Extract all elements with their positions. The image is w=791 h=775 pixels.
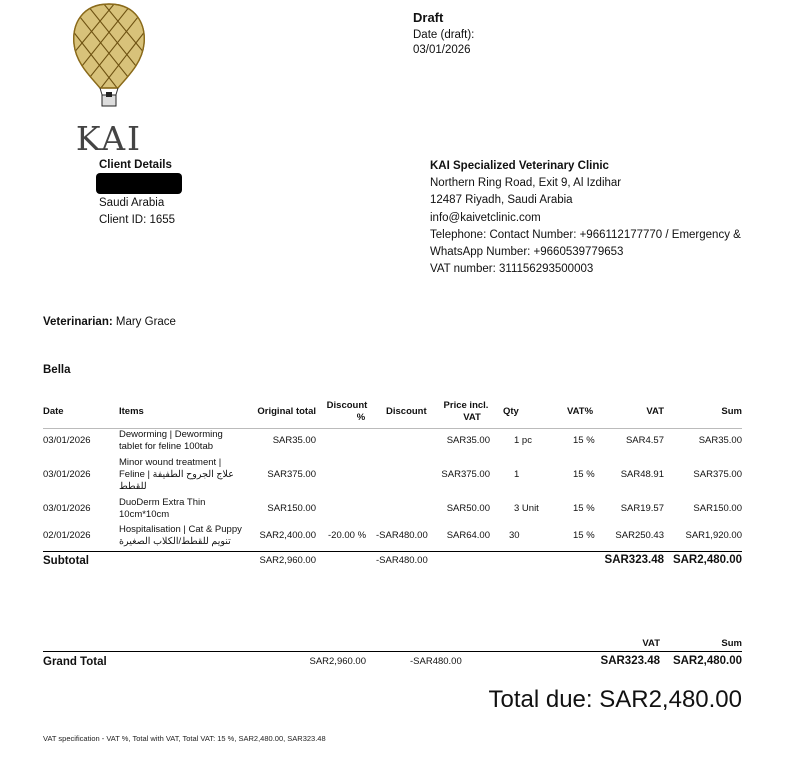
total-due: Total due: SAR2,480.00 — [488, 686, 742, 713]
row4-item-line1: Hospitalisation | Cat & Puppy — [119, 524, 242, 535]
row4-price: SAR64.00 — [446, 530, 490, 541]
row2-vat: SAR48.91 — [620, 469, 664, 480]
col-price-incl-vat — [436, 400, 496, 424]
col-discount: Discount — [386, 406, 427, 417]
veterinarian-name: Mary Grace — [115, 316, 176, 328]
clinic-phone: Telephone: Contact Number: +966112177770 / Emergency & WhatsApp Number: +9660539779653 — [430, 228, 741, 259]
vat-specification: VAT specification - VAT %, Total with VAT, Total VAT: 15 %, SAR2,480.00, SAR323.48 — [43, 734, 326, 743]
row3-original: SAR150.00 — [267, 503, 316, 514]
clinic-email[interactable]: info@kaivetclinic.com — [430, 211, 541, 224]
grand-total-divider — [43, 651, 742, 652]
veterinarian-line — [43, 316, 176, 328]
subtotal-divider — [43, 551, 742, 552]
clinic-vat-number: VAT number: 311156293500003 — [430, 263, 594, 276]
row1-item-line1: Deworming | Deworming — [119, 429, 223, 440]
document-status: Draft — [413, 10, 444, 25]
grand-sum: SAR2,480.00 — [672, 655, 742, 667]
row1-original: SAR35.00 — [272, 435, 316, 446]
client-details-title: Client Details — [99, 159, 172, 171]
col-date: Date — [43, 406, 64, 417]
row4-vat: SAR250.43 — [615, 530, 664, 541]
col-original-total: Original total — [257, 406, 316, 417]
row1-sum: SAR35.00 — [698, 435, 742, 446]
col-discount-pct-line1: Discount — [326, 400, 368, 411]
document-date: 03/01/2026 — [413, 44, 471, 56]
grand-total-label: Grand Total — [43, 656, 107, 668]
subtotal-label: Subtotal — [43, 555, 89, 567]
client-country: Saudi Arabia — [99, 197, 165, 209]
row4-qty: 30 — [509, 530, 520, 541]
row3-vat-pct: 15 % — [573, 503, 595, 514]
grand-vat: SAR323.48 — [600, 655, 660, 667]
subtotal-discount: -SAR480.00 — [376, 555, 428, 566]
subtotal-original: SAR2,960.00 — [259, 555, 316, 566]
veterinarian-label: Veterinarian: — [43, 316, 113, 328]
row2-vat-pct: 15 % — [573, 469, 595, 480]
row3-sum: SAR150.00 — [693, 503, 742, 514]
row2-item — [119, 457, 255, 493]
grand-original: SAR2,960.00 — [309, 656, 366, 667]
col-items: Items — [119, 406, 144, 417]
col-discount-pct — [320, 400, 374, 424]
logo-text: KAI — [75, 119, 143, 154]
col-price-line1: Price incl. — [443, 400, 489, 411]
grand-vat-header: VAT — [642, 638, 660, 649]
row3-date: 03/01/2026 — [43, 503, 91, 514]
subtotal-sum: SAR2,480.00 — [672, 554, 742, 566]
row1-qty: 1 pc — [514, 435, 532, 446]
row4-original: SAR2,400.00 — [259, 530, 316, 541]
row1-price: SAR35.00 — [446, 435, 490, 446]
client-name-redaction — [96, 173, 182, 194]
row3-item-line2: 10cm*10cm — [119, 509, 170, 520]
clinic-logo — [68, 2, 150, 154]
row2-date: 03/01/2026 — [43, 469, 91, 480]
row4-item — [119, 524, 259, 548]
hot-air-balloon-icon — [68, 2, 150, 154]
row4-discount: -SAR480.00 — [376, 530, 428, 541]
row2-item-line2: Feline | علاج الجروح الطفيفة — [119, 469, 234, 480]
col-vat-pct: VAT% — [567, 406, 594, 417]
row4-sum: SAR1,920.00 — [685, 530, 742, 541]
client-id: Client ID: 1655 — [99, 214, 176, 226]
row2-original: SAR375.00 — [267, 469, 316, 480]
row1-vat-pct: 15 % — [573, 435, 595, 446]
clinic-details — [430, 158, 770, 278]
row4-vat-pct: 15 % — [573, 530, 595, 541]
row2-item-line3: للقطط — [119, 481, 147, 492]
row2-price: SAR375.00 — [441, 469, 490, 480]
col-sum: Sum — [721, 406, 742, 417]
row1-vat: SAR4.57 — [625, 435, 664, 446]
row3-item-line1: DuoDerm Extra Thin — [119, 497, 206, 508]
row4-item-line2: تنويم للقطط/الكلاب الصغيرة — [119, 536, 231, 547]
grand-discount: -SAR480.00 — [410, 656, 462, 667]
row2-item-line1: Minor wound treatment | — [119, 457, 222, 468]
row1-date: 03/01/2026 — [43, 435, 91, 446]
row1-item-line2: tablet for feline 100tab — [119, 441, 214, 452]
row4-discount-pct: -20.00 % — [328, 530, 367, 541]
col-vat: VAT — [646, 406, 664, 417]
row3-price: SAR50.00 — [446, 503, 490, 514]
date-label: Date (draft): — [413, 29, 475, 41]
row4-date: 02/01/2026 — [43, 530, 91, 541]
clinic-address-line2: 12487 Riyadh, Saudi Arabia — [430, 194, 573, 207]
subtotal-vat: SAR323.48 — [604, 554, 664, 566]
col-price-line2: VAT — [463, 412, 481, 423]
row2-sum: SAR375.00 — [693, 469, 742, 480]
clinic-name: KAI Specialized Veterinary Clinic — [430, 160, 609, 172]
col-qty: Qty — [503, 406, 519, 417]
col-discount-pct-line2: % — [356, 412, 366, 423]
row2-qty: 1 — [514, 469, 520, 480]
row3-item — [119, 497, 255, 521]
clinic-address-line1: Northern Ring Road, Exit 9, Al Izdihar — [430, 177, 622, 190]
patient-name: Bella — [43, 364, 71, 376]
row3-vat: SAR19.57 — [620, 503, 664, 514]
row3-qty: 3 Unit — [514, 503, 539, 514]
grand-sum-header: Sum — [721, 638, 742, 649]
row1-item — [119, 429, 255, 453]
